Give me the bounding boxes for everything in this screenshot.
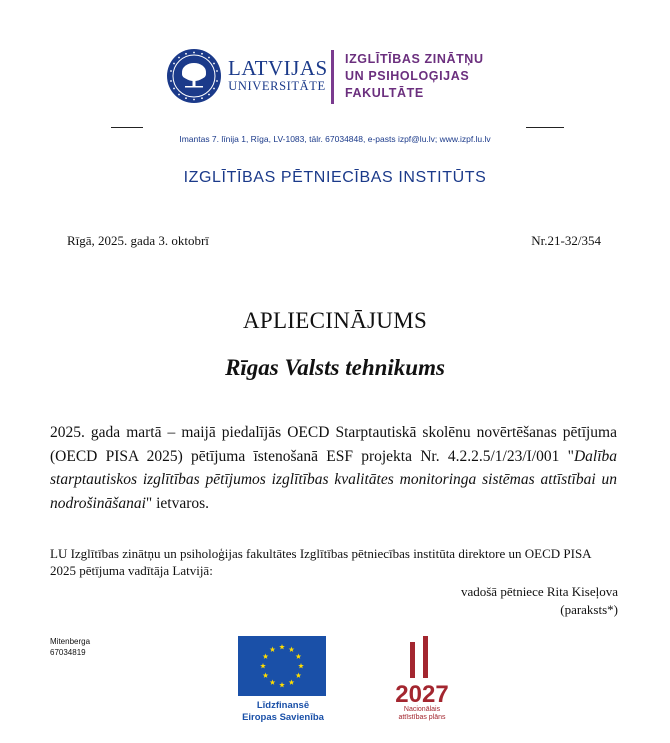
university-name-line1: LATVIJAS — [228, 56, 328, 80]
eu-cofunding-line2: Eiropas Savienība — [242, 712, 324, 723]
signatory-name: vadošā pētniece Rita Kiseļova — [460, 584, 618, 599]
plan-year: 2027 — [395, 681, 449, 706]
eu-flag-icon — [238, 636, 326, 696]
contact-phone: 67034819 — [50, 648, 86, 657]
eu-cofunding-line1: Līdzfinansē — [256, 700, 310, 711]
eu-cofunding-label — [225, 700, 341, 724]
signature-note: (paraksts*) — [560, 602, 618, 617]
faculty-name — [345, 51, 484, 102]
university-name — [228, 57, 326, 94]
signatory-block — [461, 583, 618, 619]
institute-name: IZGLĪTĪBAS PĒTNIECĪBAS INSTITŪTS — [183, 169, 487, 186]
body-text-start: 2025. gada martā – maijā piedalījās OECD Starptautiskā skolēnu novērtēšanas pētījuma (OECD PISA 2025) pētījuma īstenošanā ESF projekta Nr. 4.2.2.5/1/23/I/001 " — [50, 424, 617, 465]
faculty-name-line1: IZGLĪTĪBAS ZINĀTŅU — [345, 52, 484, 66]
document-number: Nr.21-32/354 — [531, 233, 601, 248]
faculty-name-line2: UN PSIHOLOĢIJAS — [345, 69, 470, 83]
contact-person — [50, 636, 90, 658]
document-title: APLIECINĀJUMS — [242, 308, 428, 333]
faculty-name-line3: FAKULTĀTE — [345, 86, 424, 100]
header-divider — [331, 50, 334, 104]
faculty-address: Imantas 7. līnija 1, Rīga, LV-1083, tālr. 67034848, e-pasts izpf@lu.lv; www.izpf.lu.lv — [179, 134, 491, 144]
national-plan-line1: Nacionālais — [403, 706, 441, 713]
body-text-end: " ietvaros. — [145, 494, 210, 512]
address-rule-right — [526, 127, 564, 128]
contact-name: Mitenberga — [50, 637, 91, 646]
body-paragraph — [50, 421, 617, 515]
national-plan-logo-icon — [382, 636, 462, 706]
signatory-intro: LU Izglītības zinātņu un psiholoģijas fakultātes Izglītības pētniecības institūta direktore un OECD PISA 2025 pētījuma vadītāja Latvijā: — [50, 546, 591, 578]
university-seal-icon — [166, 48, 222, 104]
national-plan-line2: attīstības plāns — [398, 714, 446, 721]
place-date: Rīgā, 2025. gada 3. oktobrī — [67, 233, 209, 248]
university-name-line2: UNIVERSITĀTE — [228, 79, 326, 93]
national-plan-label — [382, 706, 462, 722]
address-rule-left — [111, 127, 143, 128]
project-title: Dalība starptautiskos izglītības pētījumos izglītības kvalitātes monitoringa sistēmas attīstībai un nodrošināšanai — [50, 447, 617, 512]
recipient-name: Rīgas Valsts tehnikums — [225, 355, 445, 380]
